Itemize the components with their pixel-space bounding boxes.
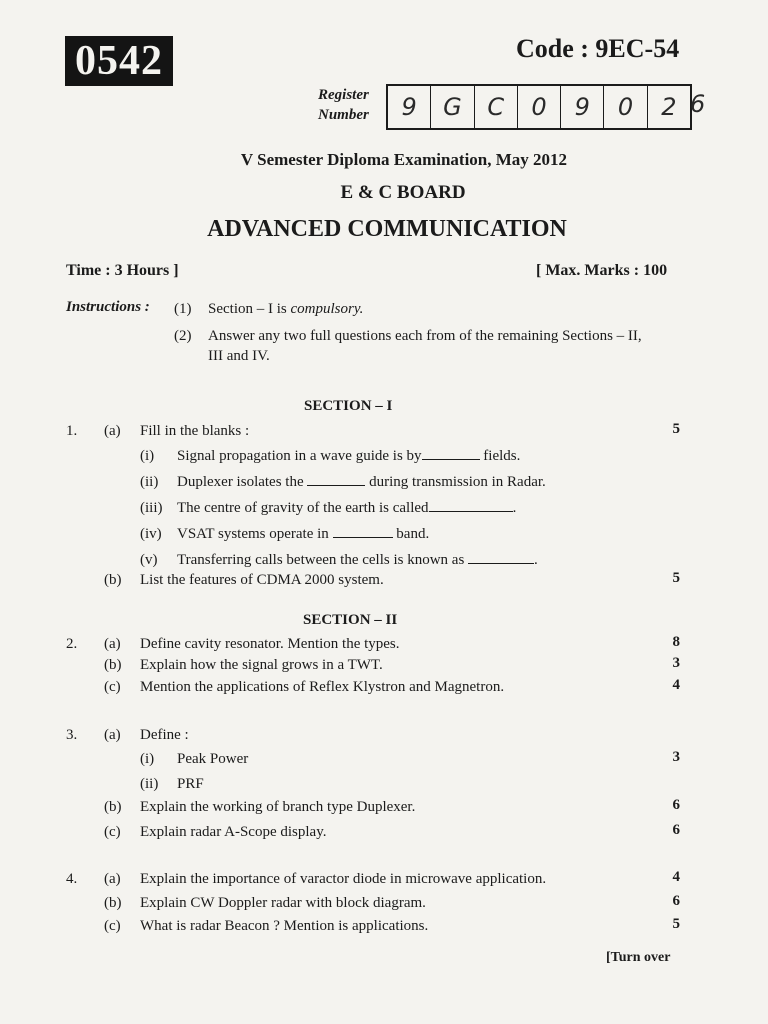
instruction-number: (1)	[174, 301, 192, 317]
time-allowed: Time : 3 Hours ]	[66, 262, 179, 279]
blank-item: Transferring calls between the cells is known as .	[177, 552, 538, 568]
blank-item: Duplexer isolates the during transmission in Radar.	[177, 474, 546, 490]
instruction-text: Answer any two full questions each from of the remaining Sections – II,	[208, 328, 642, 344]
question-text: Explain the working of branch type Duplexer.	[140, 799, 416, 815]
register-number-boxes	[386, 84, 692, 130]
question-text: Define cavity resonator. Mention the types.	[140, 636, 400, 652]
marks: 3	[672, 749, 680, 765]
turn-over-note: [Turn over	[606, 950, 671, 965]
part-label: (a)	[104, 871, 121, 887]
blank-line	[422, 446, 480, 460]
question-text: Mention the applications of Reflex Klystron and Magnetron.	[140, 679, 505, 695]
part-label: (b)	[104, 572, 122, 588]
sub-part-label: (iii)	[140, 500, 163, 516]
subject-title: ADVANCED COMMUNICATION	[207, 216, 567, 242]
question-number: 4.	[66, 871, 78, 887]
register-digit: 0	[518, 86, 561, 128]
blank-item: The centre of gravity of the earth is called .	[177, 500, 517, 516]
sub-part-label: (iv)	[140, 526, 162, 542]
question-number: 2.	[66, 636, 78, 652]
part-label: (c)	[104, 824, 121, 840]
question-number: 1.	[66, 423, 78, 439]
question-number: 3.	[66, 727, 78, 743]
marks: 3	[672, 655, 680, 671]
marks: 4	[672, 677, 680, 693]
marks: 6	[672, 893, 680, 909]
marks: 8	[672, 634, 680, 650]
max-marks: [ Max. Marks : 100	[536, 262, 668, 279]
marks: 6	[672, 822, 680, 838]
register-digit: 2	[661, 93, 677, 121]
sub-part-label: (v)	[140, 552, 158, 568]
question-text: Peak Power	[177, 751, 249, 767]
question-text: Define :	[140, 727, 189, 743]
question-text: PRF	[177, 776, 204, 792]
register-digit: C	[475, 86, 518, 128]
section-heading: SECTION – II	[303, 612, 398, 628]
blank-line	[429, 498, 513, 512]
blank-item: VSAT systems operate in band.	[177, 526, 430, 542]
register-number-label: Register Number	[318, 87, 369, 123]
marks: 5	[672, 421, 680, 437]
question-text: Explain CW Doppler radar with block diagram.	[140, 895, 426, 911]
section-heading: SECTION – I	[304, 398, 393, 414]
register-digit: 9	[561, 86, 604, 128]
register-digit: G	[431, 86, 474, 128]
marks: 5	[672, 570, 680, 586]
sub-part-label: (ii)	[140, 776, 159, 792]
register-digit: 9	[388, 86, 431, 128]
part-label: (b)	[104, 799, 122, 815]
question-text: Explain the importance of varactor diode in microwave application.	[140, 871, 547, 887]
instructions-label: Instructions :	[66, 299, 150, 315]
part-label: (c)	[104, 918, 121, 934]
marks: 6	[672, 797, 680, 813]
part-label: (a)	[104, 636, 121, 652]
marks: 4	[672, 869, 680, 885]
instruction-text: Section – I is compulsory.	[208, 301, 364, 317]
subject-code: Code : 9EC-54	[516, 34, 680, 63]
blank-item: Signal propagation in a wave guide is by fields.	[177, 448, 521, 464]
exam-title: V Semester Diploma Examination, May 2012	[240, 150, 568, 169]
question-text: Fill in the blanks :	[140, 423, 250, 439]
register-digit: 0	[604, 86, 647, 128]
part-label: (a)	[104, 423, 121, 439]
instruction-text-cont: III and IV.	[208, 348, 270, 364]
sub-part-label: (i)	[140, 448, 155, 464]
question-text: What is radar Beacon ? Mention is applications.	[140, 918, 429, 934]
question-text: List the features of CDMA 2000 system.	[140, 572, 384, 588]
blank-line	[307, 472, 365, 486]
question-text: Explain radar A-Scope display.	[140, 824, 327, 840]
part-label: (b)	[104, 657, 122, 673]
sub-part-label: (i)	[140, 751, 155, 767]
blank-line	[333, 524, 393, 538]
part-label: (c)	[104, 679, 121, 695]
paper-number: 0542	[65, 36, 173, 86]
sub-part-label: (ii)	[140, 474, 159, 490]
board-name: E & C BOARD	[340, 182, 466, 203]
question-text: Explain how the signal grows in a TWT.	[140, 657, 383, 673]
instruction-number: (2)	[174, 328, 192, 344]
register-digit-extra: 6	[690, 90, 706, 118]
part-label: (b)	[104, 895, 122, 911]
part-label: (a)	[104, 727, 121, 743]
blank-line	[468, 550, 534, 564]
marks: 5	[672, 916, 680, 932]
